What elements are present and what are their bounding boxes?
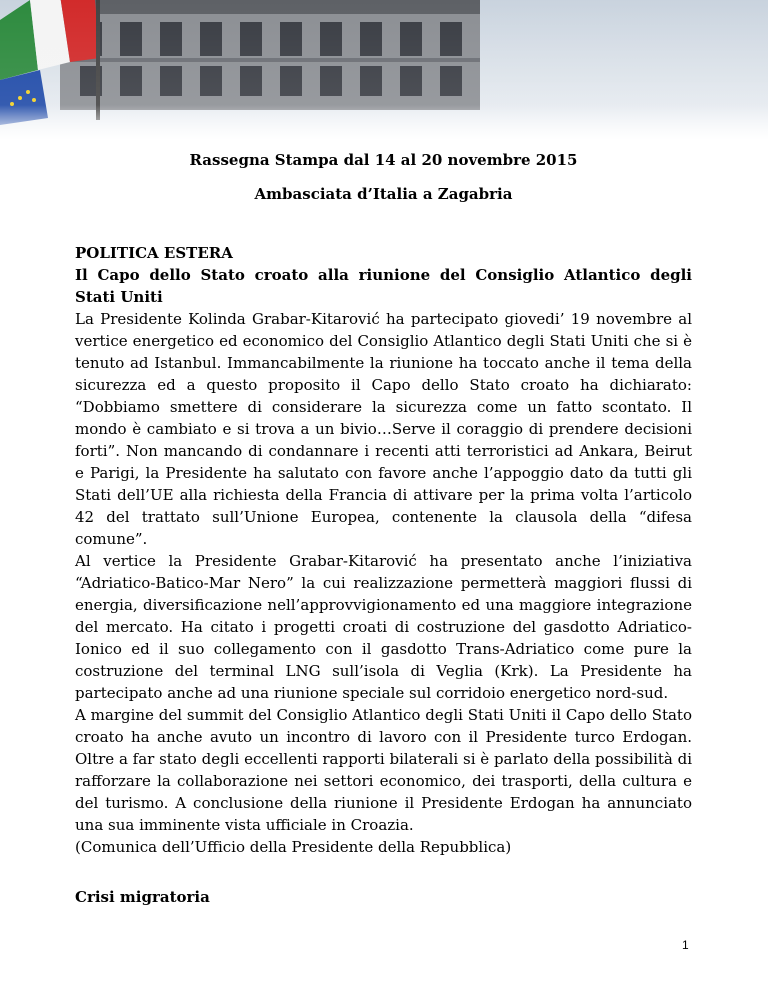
article-paragraph: Al vertice la Presidente Grabar-Kitarović ha presentato anche l’iniziativa “Adriatico-Batico-Mar Nero” la cui realizzazione permetterà maggiori flussi di energia, diversificazione nell’approvvigionamento ed una maggiore integrazione del mercato. Ha citato i progetti croati di costruzione del gasdotto Adriatico-Ionico ed il suo collegamento con il gasdotto Trans-Adriatico come pure la costruzione del terminal LNG sull’isola di Veglia (Krk). La Presidente ha partecipato anche ad una riunione speciale sul corridoio energetico nord-sud.: [75, 552, 692, 702]
document-body: [75, 150, 692, 908]
document-subtitle: Ambasciata d’Italia a Zagabria: [254, 185, 513, 203]
article-headline: Il Capo dello Stato croato alla riunione del Consiglio Atlantico degli Stati Uniti: [75, 266, 692, 306]
page-number: 1: [682, 938, 689, 952]
document-title: Rassegna Stampa dal 14 al 20 novembre 2015: [189, 151, 578, 169]
section-heading-politica-estera: POLITICA ESTERA: [75, 244, 233, 262]
article-paragraph: A margine del summit del Consiglio Atlantico degli Stati Uniti il Capo dello Stato croato ha anche avuto un incontro di lavoro con il Presidente turco Erdogan. Oltre a far stato degli eccellenti rapporti bilaterali si è parlato della possibilità di rafforzare la collaborazione nei settori economico, dei trasporti, della cultura e del turismo. A conclusione della riunione il Presidente Erdogan ha annunciato una sua imminente vista ufficiale in Croazia.: [75, 706, 692, 834]
section-heading-crisi-migratoria: Crisi migratoria: [75, 888, 210, 906]
article-source: (Comunica dell’Ufficio della Presidente della Repubblica): [75, 838, 512, 856]
article-paragraph: La Presidente Kolinda Grabar-Kitarović ha partecipato giovedi’ 19 novembre al vertice energetico ed economico del Consiglio Atlantico degli Stati Uniti che si è tenuto ad Istanbul. Immancabilmente la riunione ha toccato anche il tema della sicurezza ed a questo proposito il Capo dello Stato croato ha dichiarato: “Dobbiamo smettere di considerare la sicurezza come un fatto scontato. Il mondo è cambiato e si trova a un bivio…Serve il coraggio di prendere decisioni forti”. Non mancando di condannare i recenti atti terroristici ad Ankara, Beirut e Parigi, la Presidente ha salutato con favore anche l’appoggio dato da tutti gli Stati dell’UE alla richiesta della Francia di attivare per la prima volta l’articolo 42 del trattato sull’Unione Europea, contenente la clausola della “difesa comune”.: [75, 310, 692, 548]
header-banner-image: [0, 0, 768, 140]
